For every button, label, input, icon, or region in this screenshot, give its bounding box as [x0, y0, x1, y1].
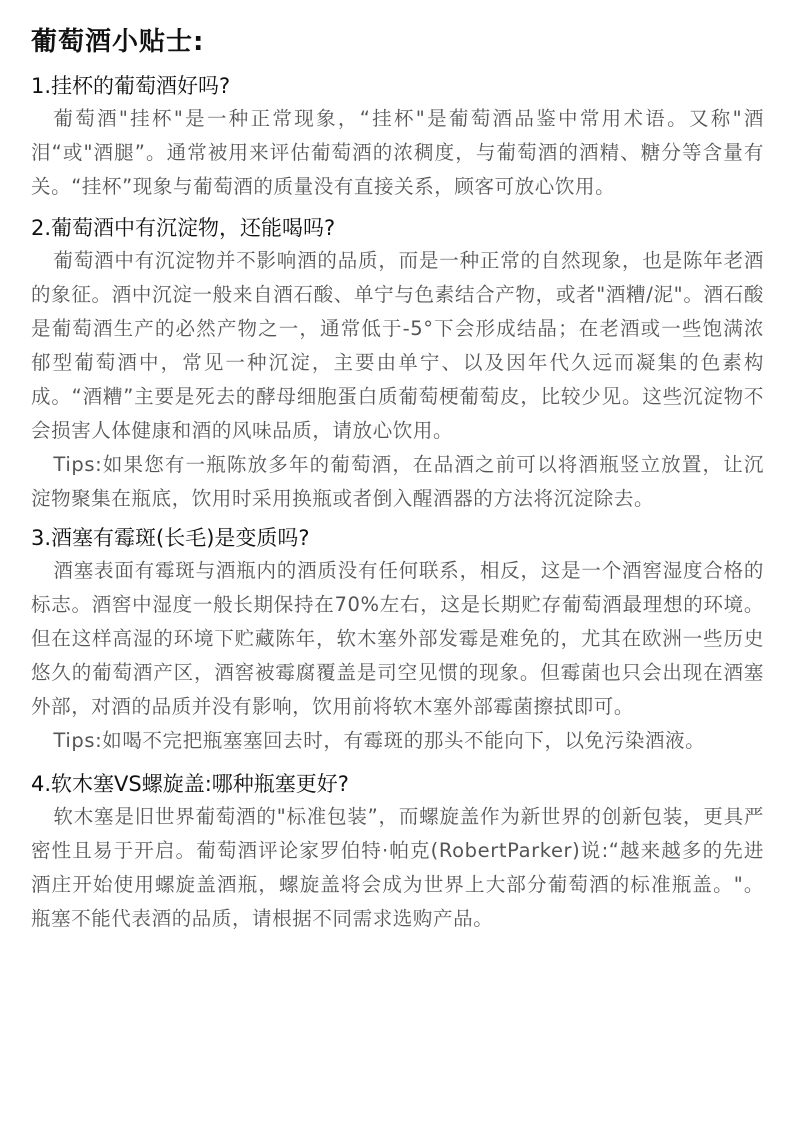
- section-sediment: [31, 212, 764, 516]
- section-paragraph: 软木塞是旧世界葡萄酒的"标准包装”，而螺旋盖作为新世界的创新包装，更具严密性且易于开启。葡萄酒评论家罗伯特·帕克(RobertParker)说:“越来越多的先进酒庄开始使用螺旋盖酒瓶，螺旋盖将会成为世界上大部分葡萄酒的标准瓶盖。"。瓶塞不能代表酒的品质，请根据不同需求选购产品。: [31, 805, 764, 930]
- section-heading: 2.葡萄酒中有沉淀物，还能喝吗?: [31, 216, 336, 240]
- section-heading: 3.酒塞有霉斑(长毛)是变质吗?: [31, 526, 310, 550]
- page-title: 葡萄酒小贴士:: [31, 27, 205, 57]
- section-heading: 4.软木塞VS螺旋盖:哪种瓶塞更好?: [31, 772, 349, 796]
- section-paragraph: 葡萄酒"挂杯"是一种正常现象，“挂杯"是葡萄酒品鉴中常用术语。又称"酒泪“或"酒腿”。通常被用来评估葡萄酒的浓稠度，与葡萄酒的酒精、糖分等含量有关。“挂杯”现象与葡萄酒的质量没有直接关系，顾客可放心饮用。: [31, 107, 764, 198]
- section-wine-legs: [31, 70, 764, 204]
- section-tip: Tips:如喝不完把瓶塞塞回去时，有霉斑的那头不能向下，以免污染酒液。: [53, 729, 706, 752]
- section-cork-vs-screwcap: [31, 768, 764, 936]
- section-tip: Tips:如果您有一瓶陈放多年的葡萄酒，在品酒之前可以将酒瓶竖立放置，让沉淀物聚集在瓶底，饮用时采用换瓶或者倒入醒酒器的方法将沉淀除去。: [31, 453, 764, 510]
- section-heading: 1.挂杯的葡萄酒好吗?: [31, 74, 231, 98]
- section-paragraph: 酒塞表面有霉斑与酒瓶内的酒质没有任何联系，相反，这是一个酒窖湿度合格的标志。酒窖中湿度一般长期保持在70%左右，这是长期贮存葡萄酒最理想的环境。但在这样高湿的环境下贮藏陈年，软木塞外部发霉是难免的，尤其在欧洲一些历史悠久的葡萄酒产区，酒窖被霉腐覆盖是司空见惯的现象。但霉菌也只会出现在酒塞外部，对酒的品质并没有影响，饮用前将软木塞外部霉菌擦拭即可。: [31, 559, 764, 718]
- section-paragraph: 葡萄酒中有沉淀物并不影响酒的品质，而是一种正常的自然现象，也是陈年老酒的象征。酒中沉淀一般来自酒石酸、单宁与色素结合产物，或者"酒糟/泥"。酒石酸是葡萄酒生产的必然产物之一，通常低于-5°下会形成结晶；在老酒或一些饱满浓郁型葡萄酒中，常见一种沉淀，主要由单宁、以及因年代久远而凝集的色素构成。“酒糟”主要是死去的酵母细胞蛋白质葡萄梗葡萄皮，比较少见。这些沉淀物不会损害人体健康和酒的风味品质，请放心饮用。: [31, 249, 764, 442]
- section-cork-mold: [31, 522, 764, 758]
